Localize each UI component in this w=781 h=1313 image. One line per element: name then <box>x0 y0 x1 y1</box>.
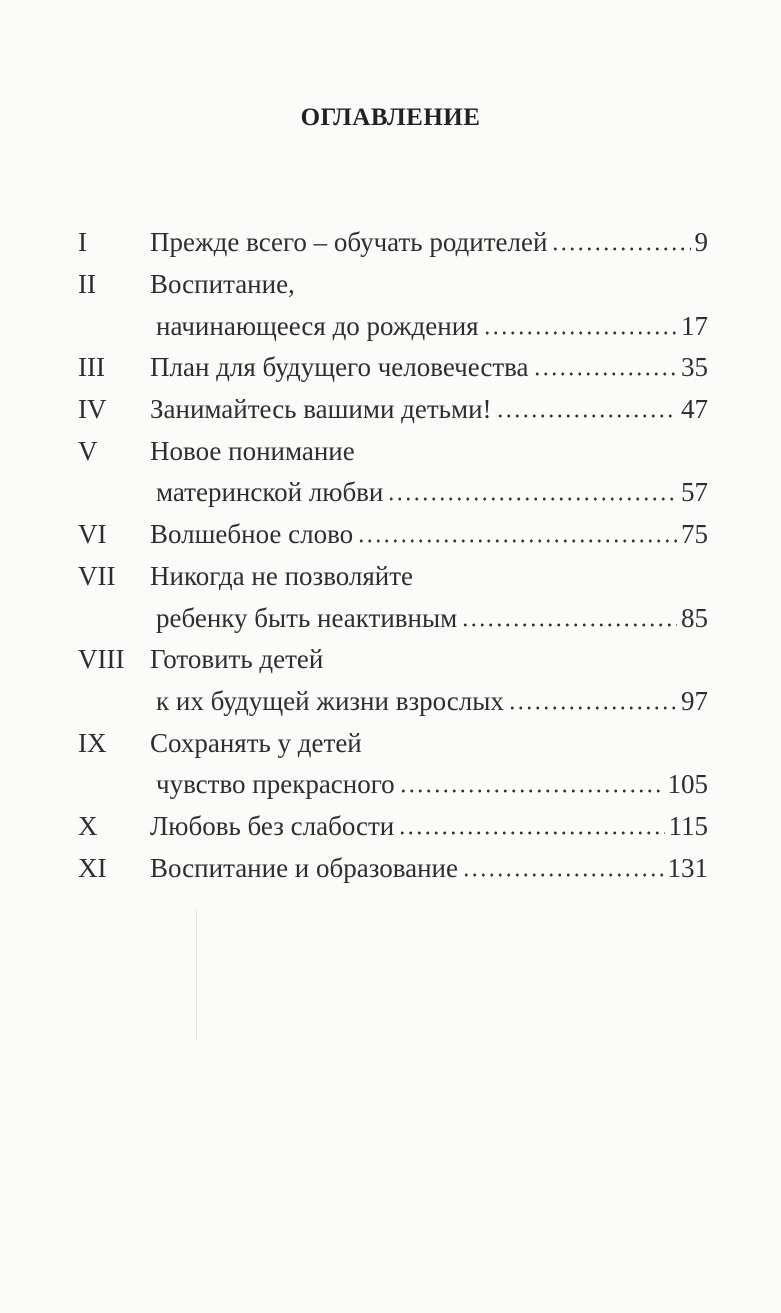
dot-leader <box>461 623 677 627</box>
chapter-number: II <box>78 269 96 300</box>
chapter-number: VIII <box>78 644 125 675</box>
chapter-number: XI <box>78 852 107 883</box>
toc-entry-line <box>78 264 708 306</box>
chapter-number: IV <box>78 394 107 425</box>
page-number: 17 <box>681 310 708 341</box>
chapter-title: к их будущей жизни взрослых <box>156 685 504 716</box>
toc-entry-line <box>78 472 708 514</box>
toc-entry-line <box>78 722 708 764</box>
page-number: 9 <box>694 227 708 258</box>
page-number: 47 <box>681 394 708 425</box>
chapter-title: План для будущего человечества <box>150 352 529 383</box>
dot-leader <box>398 831 664 835</box>
chapter-title: Волшебное слово <box>150 519 354 550</box>
dot-leader <box>399 789 664 793</box>
chapter-number: IX <box>78 727 107 758</box>
chapter-title: материнской любви <box>156 477 384 508</box>
chapter-title: Никогда не позволяйте <box>150 560 414 591</box>
toc-entry-line <box>78 597 708 639</box>
dot-leader <box>508 706 677 710</box>
dot-leader <box>462 873 664 877</box>
page-number: 57 <box>681 477 708 508</box>
page-bleed-mark <box>196 910 197 1040</box>
toc-entry-line <box>78 806 708 848</box>
toc-entry-line <box>78 305 708 347</box>
toc-entry-line <box>78 222 708 264</box>
toc-entry-line <box>78 347 708 389</box>
page-number: 75 <box>681 519 708 550</box>
toc-entry-line <box>78 430 708 472</box>
dot-leader <box>483 331 677 335</box>
chapter-number: VI <box>78 519 107 550</box>
toc-entry-line <box>78 389 708 431</box>
chapter-title: чувство прекрасного <box>156 769 395 800</box>
toc-entry-line <box>78 639 708 681</box>
toc-entry-line <box>78 764 708 806</box>
toc-entry-line <box>78 514 708 556</box>
chapter-title: Прежде всего – обучать родителей <box>150 227 548 258</box>
chapter-title: Занимайтесь вашими детьми! <box>150 394 492 425</box>
dot-leader <box>357 539 677 543</box>
page-number: 85 <box>681 602 708 633</box>
toc-entry-line <box>78 556 708 598</box>
chapter-title: Воспитание, <box>150 269 295 300</box>
chapter-title: Новое понимание <box>150 435 355 466</box>
table-of-contents <box>78 222 708 889</box>
page-number: 115 <box>668 810 708 841</box>
chapter-title: ребенку быть неактивным <box>156 602 458 633</box>
page-number: 131 <box>667 852 708 883</box>
chapter-number: III <box>78 352 105 383</box>
page-number: 35 <box>681 352 708 383</box>
page-number: 97 <box>681 685 708 716</box>
chapter-title: Любовь без слабости <box>150 810 395 841</box>
chapter-number: V <box>78 435 98 466</box>
chapter-number: VII <box>78 560 116 591</box>
chapter-title: Воспитание и образование <box>150 852 458 883</box>
dot-leader <box>387 497 677 501</box>
toc-title: ОГЛАВЛЕНИЕ <box>300 104 481 131</box>
dot-leader <box>551 247 690 251</box>
chapter-number: I <box>78 227 87 258</box>
chapter-title: Готовить детей <box>150 644 324 675</box>
chapter-title: начинающееся до рождения <box>156 310 479 341</box>
toc-entry-line <box>78 847 708 889</box>
chapter-number: X <box>78 810 98 841</box>
dot-leader <box>533 372 677 376</box>
dot-leader <box>496 414 677 418</box>
toc-entry-line <box>78 681 708 723</box>
chapter-title: Сохранять у детей <box>150 727 362 758</box>
page-number: 105 <box>667 769 708 800</box>
